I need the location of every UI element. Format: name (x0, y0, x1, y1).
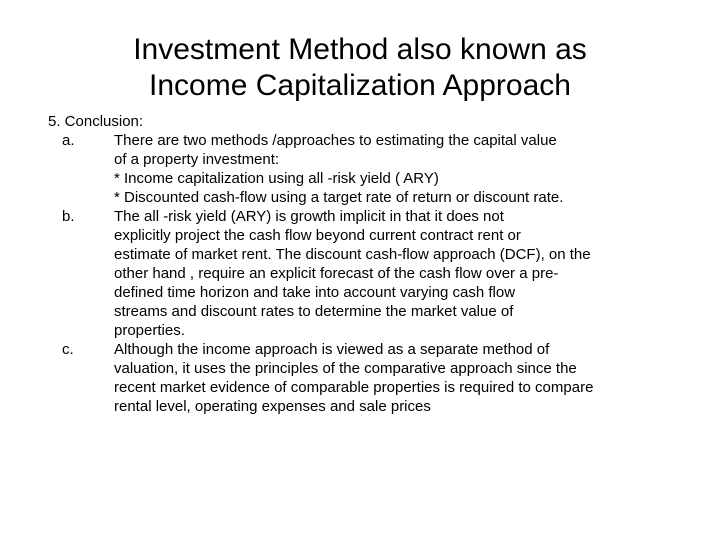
slide-title-line-2: Income Capitalization Approach (149, 69, 571, 102)
list-item-b (48, 207, 708, 340)
list-item-line: valuation, it uses the principles of the comparative approach since the (114, 360, 577, 377)
list-item-line: properties. (114, 322, 185, 339)
list-item-a (48, 131, 708, 207)
list-item-label: a. (62, 132, 75, 149)
list-item-line: of a property investment: (114, 151, 280, 168)
list-item-line: explicitly project the cash flow beyond current contract rent or (114, 227, 521, 244)
list-item-line: Although the income approach is viewed as a separate method of (114, 341, 550, 358)
list-item-line: The all -risk yield (ARY) is growth implicit in that it does not (114, 208, 504, 225)
list-item-line: recent market evidence of comparable properties is required to compare (114, 379, 594, 396)
list-item-c (48, 340, 708, 416)
list-item-label: c. (62, 341, 74, 358)
slide-body (48, 112, 708, 416)
list-item-line: There are two methods /approaches to estimating the capital value (114, 132, 557, 149)
list-item-line: streams and discount rates to determine the market value of (114, 303, 514, 320)
list-item-line: defined time horizon and take into account varying cash flow (114, 284, 516, 301)
list-item-line: other hand , require an explicit forecast of the cash flow over a pre- (114, 265, 559, 282)
list-item-label: b. (62, 208, 75, 225)
list-item-line: rental level, operating expenses and sale prices (114, 398, 431, 415)
list-item-line: * Income capitalization using all -risk yield ( ARY) (114, 170, 439, 187)
slide-title (0, 32, 720, 104)
slide-title-line-1: Investment Method also known as (133, 33, 587, 66)
list-item-line: * Discounted cash-flow using a target rate of return or discount rate. (114, 189, 564, 206)
list-item-line: estimate of market rent. The discount cash-flow approach (DCF), on the (114, 246, 591, 263)
section-heading: 5. Conclusion: (48, 113, 144, 130)
